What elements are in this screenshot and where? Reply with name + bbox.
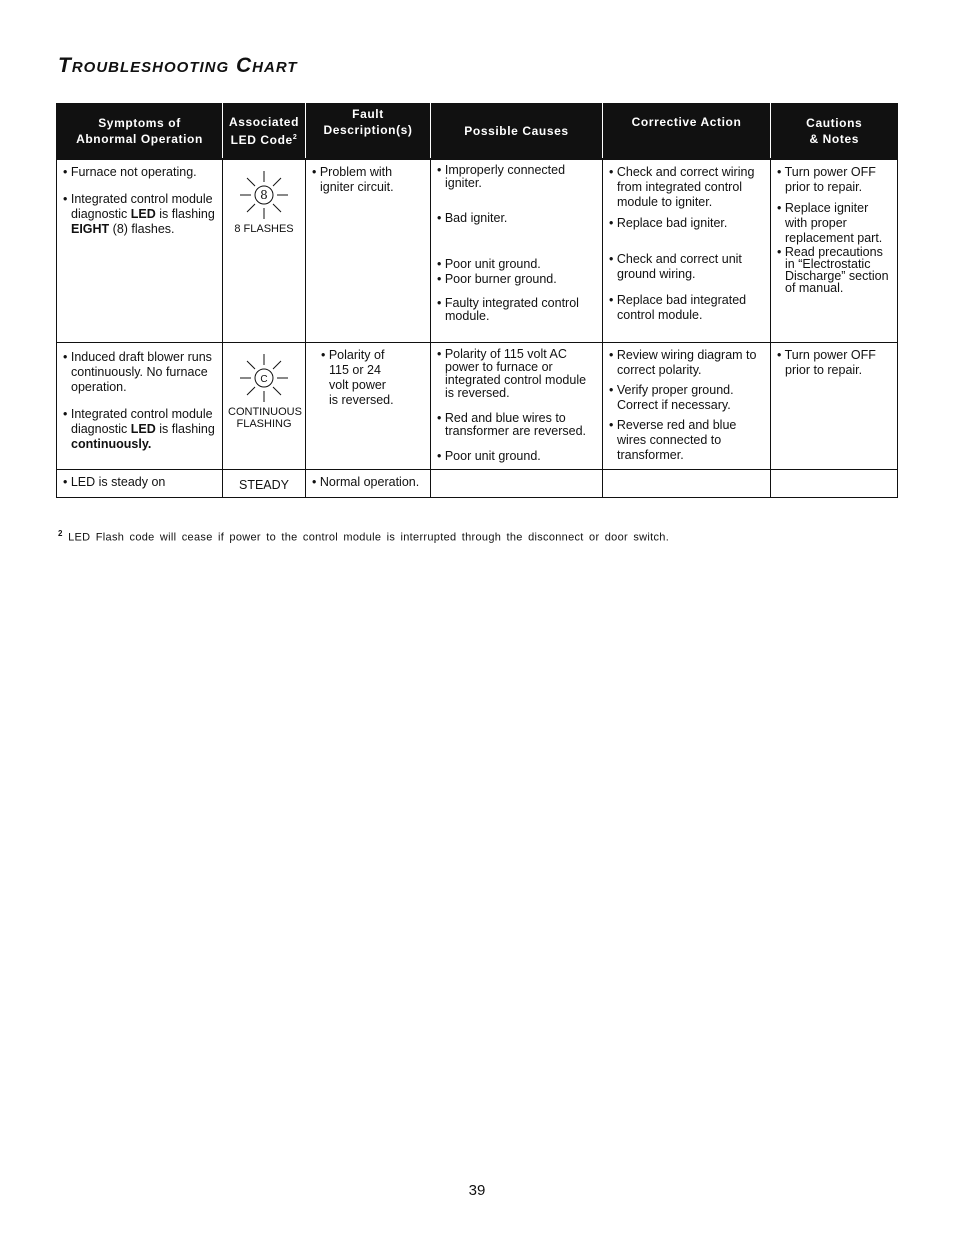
cautions-cell: • Turn power OFF prior to repair. • Replace igniter with proper replacement part. • Read precautions in “Electrostatic Discharge” section of manual.	[771, 159, 898, 342]
svg-text:C: C	[260, 373, 268, 385]
actions-cell: • Check and correct wiring from integrated control module to igniter. • Replace bad igniter. • Check and correct unit ground wiring. • Replace bad integrated control module.	[603, 159, 771, 342]
fault-cell: • Problem with igniter circuit.	[306, 159, 431, 342]
header-causes: Possible Causes	[431, 103, 603, 159]
page-number: 39	[468, 1182, 486, 1199]
table-row	[57, 342, 898, 469]
table-row	[57, 469, 898, 497]
header-fault: Fault Description(s)	[306, 103, 431, 159]
table-header-row	[57, 103, 898, 159]
led-caption: CONTINUOUS	[228, 405, 302, 418]
page-title: Troubleshooting Chart	[58, 54, 298, 77]
fault-cell: • Normal operation.	[306, 469, 431, 497]
symptoms-cell: • LED is steady on	[57, 469, 223, 497]
svg-text:8: 8	[260, 188, 268, 202]
led-burst-icon	[236, 167, 292, 223]
footnote-mark: 2	[58, 529, 63, 538]
causes-cell: • Polarity of 115 volt AC power to furnace or integrated control module is reversed. • Red and blue wires to transformer are reversed. • Poor unit ground.	[431, 342, 603, 469]
causes-cell	[431, 469, 603, 497]
footnote-text: LED Flash code will cease if power to the control module is interrupted through the disconnect or door switch.	[68, 531, 670, 544]
causes-cell: • Improperly connected igniter. • Bad igniter. • Poor unit ground. • Poor burner ground. • Faulty integrated control module.	[431, 159, 603, 342]
table-row	[57, 159, 898, 342]
fault-cell: • Polarity of 115 or 24 volt power is reversed.	[306, 342, 431, 469]
symptoms-cell: • Induced draft blower runs continuously. No furnace operation. • Integrated control module diagnostic LED is flashing continuously.	[57, 342, 223, 469]
led-code-cell	[223, 159, 306, 342]
led-code-cell	[223, 469, 306, 497]
footnote	[58, 529, 669, 544]
led-caption: STEADY	[238, 477, 289, 492]
cautions-cell	[771, 469, 898, 497]
actions-cell: • Review wiring diagram to correct polarity. • Verify proper ground. Correct if necessary. • Reverse red and blue wires connected to transformer.	[603, 342, 771, 469]
header-actions: Corrective Action	[603, 103, 771, 159]
symptoms-cell: • Furnace not operating. • Integrated control module diagnostic LED is flashing EIGHT (8) flashes.	[57, 159, 223, 342]
header-cautions: Cautions & Notes	[771, 103, 898, 159]
led-burst-icon	[236, 350, 292, 406]
led-caption: FLASHING	[236, 417, 292, 430]
header-led-code: Associated LED Code$^2$	[223, 103, 306, 159]
header-symptoms: Symptoms of Abnormal Operation	[57, 103, 223, 159]
led-caption: 8 FLASHES	[234, 223, 294, 235]
cautions-cell: • Turn power OFF prior to repair.	[771, 342, 898, 469]
led-code-cell	[223, 342, 306, 469]
troubleshooting-table	[56, 103, 898, 498]
actions-cell	[603, 469, 771, 497]
